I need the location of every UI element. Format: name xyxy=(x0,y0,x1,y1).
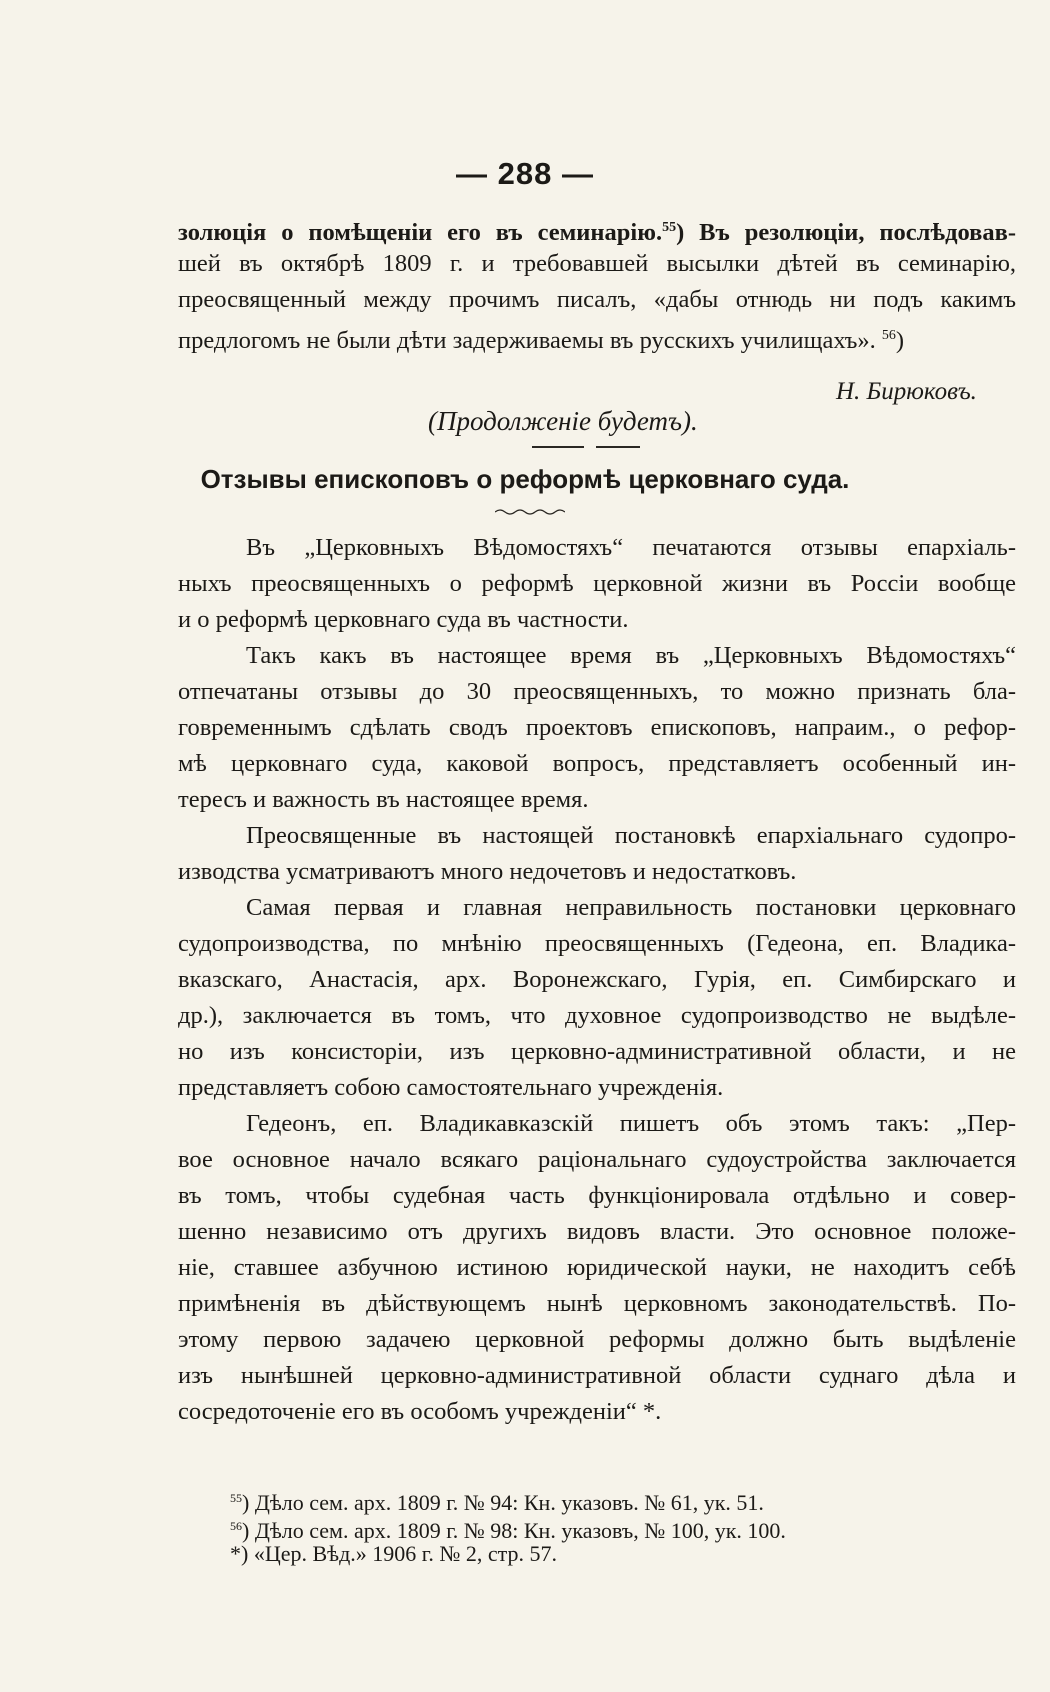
body-line: вказскаго, Анастасія, арх. Воронежскаго, Гурія, еп. Симбирскаго и xyxy=(178,966,1016,993)
article-body xyxy=(178,530,1016,1430)
body-line: судопроизводства, по мнѣнію преосвященныхъ (Гедеона, еп. Владика- xyxy=(178,930,1016,957)
wavy-ornament xyxy=(495,508,565,516)
body-line: ніе, ставшее азбучною истиною юридической науки, не находитъ себѣ xyxy=(178,1254,1016,1281)
top-line-2: шей въ октябрѣ 1809 г. и требовавшей высылки дѣтей въ семинарію, xyxy=(178,250,1016,277)
top-line-3: преосвященный между прочимъ писалъ, «дабы отнюдь ни подъ какимъ xyxy=(178,286,1016,313)
body-line: Преосвященные въ настоящей постановкѣ епархіальнаго судопро- xyxy=(246,822,1016,849)
footnotes xyxy=(230,1484,1000,1568)
top-paragraph xyxy=(178,210,1016,354)
body-line: и о реформѣ церковнаго суда въ частности. xyxy=(178,606,629,633)
footnote-ref-55[interactable]: 55 xyxy=(662,220,677,235)
body-line: отпечатаны отзывы до 30 преосвященныхъ, то можно признать бла- xyxy=(178,678,1016,705)
footnote-star: *) «Цер. Вѣд.» 1906 г. № 2, стр. 57. xyxy=(230,1541,557,1566)
body-line: мѣ церковнаго суда, каковой вопросъ, представляетъ особенный ин- xyxy=(178,750,1016,777)
footnote-ref-56[interactable]: 56 xyxy=(881,328,896,343)
article-heading: Отзывы епископовъ о реформѣ церковнаго суда. xyxy=(200,464,850,494)
body-line: Такъ какъ въ настоящее время въ „Церковныхъ Вѣдомостяхъ“ xyxy=(246,642,1016,669)
body-line: др.), заключается въ томъ, что духовное судопроизводство не выдѣле- xyxy=(178,1002,1016,1029)
top-line-1: золюція о помѣщеніи его въ семинарію.$^{55}$) Въ резолюціи, послѣдовав- xyxy=(178,219,1016,246)
body-line: тересъ и важность въ настоящее время. xyxy=(178,786,589,813)
body-line: Гедеонъ, еп. Владикавказскій пишетъ объ этомъ такъ: „Пер- xyxy=(246,1110,1016,1137)
body-line: примѣненія въ дѣйствующемъ нынѣ церковномъ законодательствѣ. По- xyxy=(178,1290,1016,1317)
body-line: представляетъ собою самостоятельнаго учрежденія. xyxy=(178,1074,724,1101)
body-line: этому первою задачею церковной реформы должно быть выдѣленіе xyxy=(178,1326,1016,1353)
body-line: ныхъ преосвященныхъ о реформѣ церковной жизни въ Россіи вообще xyxy=(178,570,1016,597)
body-line: Самая первая и главная неправильность постановки церковнаго xyxy=(246,894,1016,921)
continued-note: (Продолженіе будетъ). xyxy=(428,406,698,436)
body-line: вое основное начало всякаго раціональнаго судоустройства заключается xyxy=(178,1146,1016,1173)
body-line: шенно независимо отъ другихъ видовъ власти. Это основное положе- xyxy=(178,1218,1016,1245)
author-signature: Н. Бирюковъ. xyxy=(836,378,977,405)
body-line: изъ нынѣшней церковно-административной области суднаго дѣла и xyxy=(178,1362,1016,1389)
page-number: — 288 — xyxy=(456,156,594,191)
body-line: въ томъ, чтобы судебная часть функціонировала отдѣльно и совер- xyxy=(178,1182,1016,1209)
body-line: но изъ консисторіи, изъ церковно-административной области, и не xyxy=(178,1038,1016,1065)
body-line: говременнымъ сдѣлать сводъ проектовъ епископовъ, напрaим., о рефор- xyxy=(178,714,1016,741)
body-line: Въ „Церковныхъ Вѣдомостяхъ“ печатаются отзывы епархіаль- xyxy=(246,534,1016,561)
footnote-55: $^{55}$) Дѣло сем. арх. 1809 г. № 94: Кн. указовъ. № 61, ук. 51. xyxy=(230,1490,764,1515)
body-line: сосредоточеніе его въ особомъ учрежденіи“ *. xyxy=(178,1398,662,1425)
top-line-4: предлогомъ не были дѣти задерживаемы въ русскихъ училищахъ». $^{56}$) xyxy=(178,327,905,354)
divider-rule-left xyxy=(532,446,584,448)
divider-rule-right xyxy=(596,446,640,448)
footnote-56: $^{56}$) Дѣло сем. арх. 1809 г. № 98: Кн. указовъ, № 100, ук. 100. xyxy=(230,1518,786,1543)
body-line: изводства усматриваютъ много недочетовъ и недостатковъ. xyxy=(178,858,797,885)
